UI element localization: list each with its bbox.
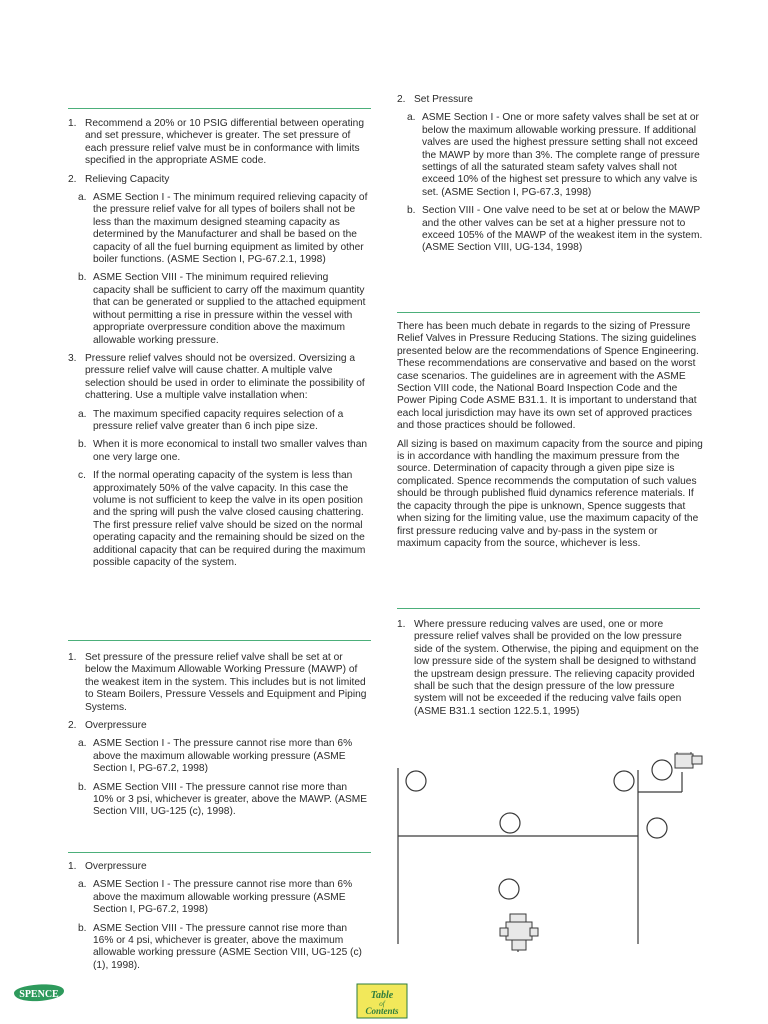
left-section-3 — [68, 861, 368, 978]
list-subitem: b. ASME Section VIII - The pressure cannot rise more than 10% or 3 psi, whichever is greater, above the MAWP. (ASME Section VIII, UG-125 (c), 1998). — [78, 781, 368, 818]
table-of-contents-link[interactable] — [356, 983, 408, 1019]
list-subitem: a. ASME Section I - One or more safety valves shall be set at or below the maximum allowable working pressure. If additional valves are used the highest pressure setting shall not exceed the MAWP by more than 3%. The complete range of pressure settings of all the saturated steam safety valves shall not exceed 10% of the highest set pressure to which any valve is set. (ASME Section I, PG-67.3, 1998) — [407, 112, 700, 198]
section-divider — [68, 108, 371, 109]
list-subitem: b. Section VIII - One valve need to be set at or below the MAWP and the other valves can be set at a higher pressure not to exceed 105% of the MAWP of the weakest item in the system. (ASME Section VIII, UG-134, 1998) — [407, 205, 703, 254]
list-item: 3. Pressure relief valves should not be oversized. Oversizing a pressure relief valve will cause chatter. A multiple valve selection should be used in order to eliminate the possibility of chattering. Use a multiple valve installation when: — [68, 352, 365, 402]
left-section-2 — [68, 652, 368, 825]
list-subitem: c. If the normal operating capacity of the system is less than approximately 50% of the valve capacity. In this case the volume is not sufficient to keep the valve in its open position and the spring will push the valve closed causing chattering. The first pressure relief valve should be sized on the normal operating capacity and the remaining should be sized on the additional capacity that can be required during the maximum possible capacity of the system. — [78, 470, 366, 568]
list-item: 1. Set pressure of the pressure relief valve shall be set at or below the Maximum Allowable Working Pressure (MAWP) of the weakest item in the system. This includes but is not limited to Steam Boilers, Pressure Vessels and Equipment and Piping Systems. — [68, 652, 367, 713]
section-divider — [68, 852, 371, 853]
list-item: 2. Overpressure — [68, 720, 147, 732]
list-subitem: a. The maximum specified capacity requires selection of a pressure relief valve greater than 6 inch pipe size. — [78, 408, 344, 432]
piping-diagram — [392, 752, 708, 972]
list-item: 1. Overpressure — [68, 861, 147, 872]
svg-text:Contents: Contents — [365, 1006, 399, 1016]
left-section-1 — [68, 118, 368, 575]
right-section-1 — [397, 94, 703, 261]
table-of-contents-icon[interactable] — [356, 983, 408, 1019]
list-subitem: a. ASME Section I - The minimum required relieving capacity of the pressure relief valve for all types of boilers shall not be less than the maximum designed steaming capacity as determined by the Manufacturer and shall be based on the capacity of all the fuel burning equipment as limited by other boiler functions. (ASME Section I, PG-67.2.1, 1998) — [78, 192, 368, 266]
list-item: 2. Set Pressure — [397, 94, 473, 105]
spence-logo — [10, 978, 68, 1008]
section-divider — [397, 608, 700, 609]
sizing-paragraph: All sizing is based on maximum capacity from the source and piping is in accordance with handling the maximum pressure from the source. Determination of capacity through a given pipe size is complicated. Spence recommends the computation of such values should be through published fluid dynamics reference materials. If the capacity through the pipe is unknown, Spence suggests that when sizing for the limiting value, use the maximum capacity of the first pressure reducing valve and by-pass in the system or maximum capacity from the source, whichever is less. — [397, 438, 703, 549]
list-subitem: a. ASME Section I - The pressure cannot rise more than 6% above the maximum allowable working pressure (ASME Section I, PG-67.2, 1998) — [78, 738, 353, 775]
list-subitem: b. ASME Section VIII - The pressure cannot rise more than 16% or 4 psi, whichever is greater, above the maximum allowable working pressure (ASME Section VIII, UG-125 (c)(1), 1998). — [78, 922, 362, 971]
section-divider — [397, 312, 700, 313]
list-subitem: b. When it is more economical to install two smaller valves than one very large one. — [78, 439, 368, 463]
list-subitem: b. ASME Section VIII - The minimum required relieving capacity shall be sufficient to carry off the maximum quantity that can be generated or supplied to the attached equipment without permitting a rise in pressure within the vessel with appropriate overpressure condition above the maximum allowable working pressure. — [78, 272, 366, 346]
list-item: 2. Relieving Capacity — [68, 173, 170, 185]
intro-paragraph: There has been much debate in regards to the sizing of Pressure Relief Valves in Pressure Reducing Stations. The sizing guidelines presented below are the recommendations of Spence Engineering. These recommendations are conservative and based on the worst case scenarios. The guidelines are in agreement with the ASME Section VIII code, the National Board Inspection Code and the Power Piping Code ASME B31.1. It is important to understand that each local jurisdiction may have its own set of approved practices and those practices should be followed. — [397, 321, 699, 432]
section-divider — [68, 640, 371, 641]
svg-text:Table: Table — [370, 990, 394, 1001]
list-item: 1. Recommend a 20% or 10 PSIG differential between operating and set pressure, whichever is greater. The set pressure of each pressure relief valve must be in conformance with limits specified in the appropriate ASME code. — [68, 118, 365, 167]
right-section-2 — [397, 619, 703, 724]
right-intro — [397, 321, 703, 556]
svg-text:of: of — [379, 1000, 385, 1008]
list-subitem: a. ASME Section I - The pressure cannot rise more than 6% above the maximum allowable working pressure (ASME Section I, PG-67.2, 1998) — [78, 879, 353, 916]
list-item: 1. Where pressure reducing valves are used, one or more pressure relief valves shall be provided on the low pressure side of the system. Otherwise, the piping and equipment on the low pressure side of the system shall be designed to withstand the upstream design pressure. The relieving capacity provided shall be such that the design pressure of the low pressure system will not be exceeded if the reducing valve fails open (ASME B31.1 section 122.5.1, 1995) — [397, 619, 699, 717]
logo-text: SPENCE — [19, 989, 59, 1000]
